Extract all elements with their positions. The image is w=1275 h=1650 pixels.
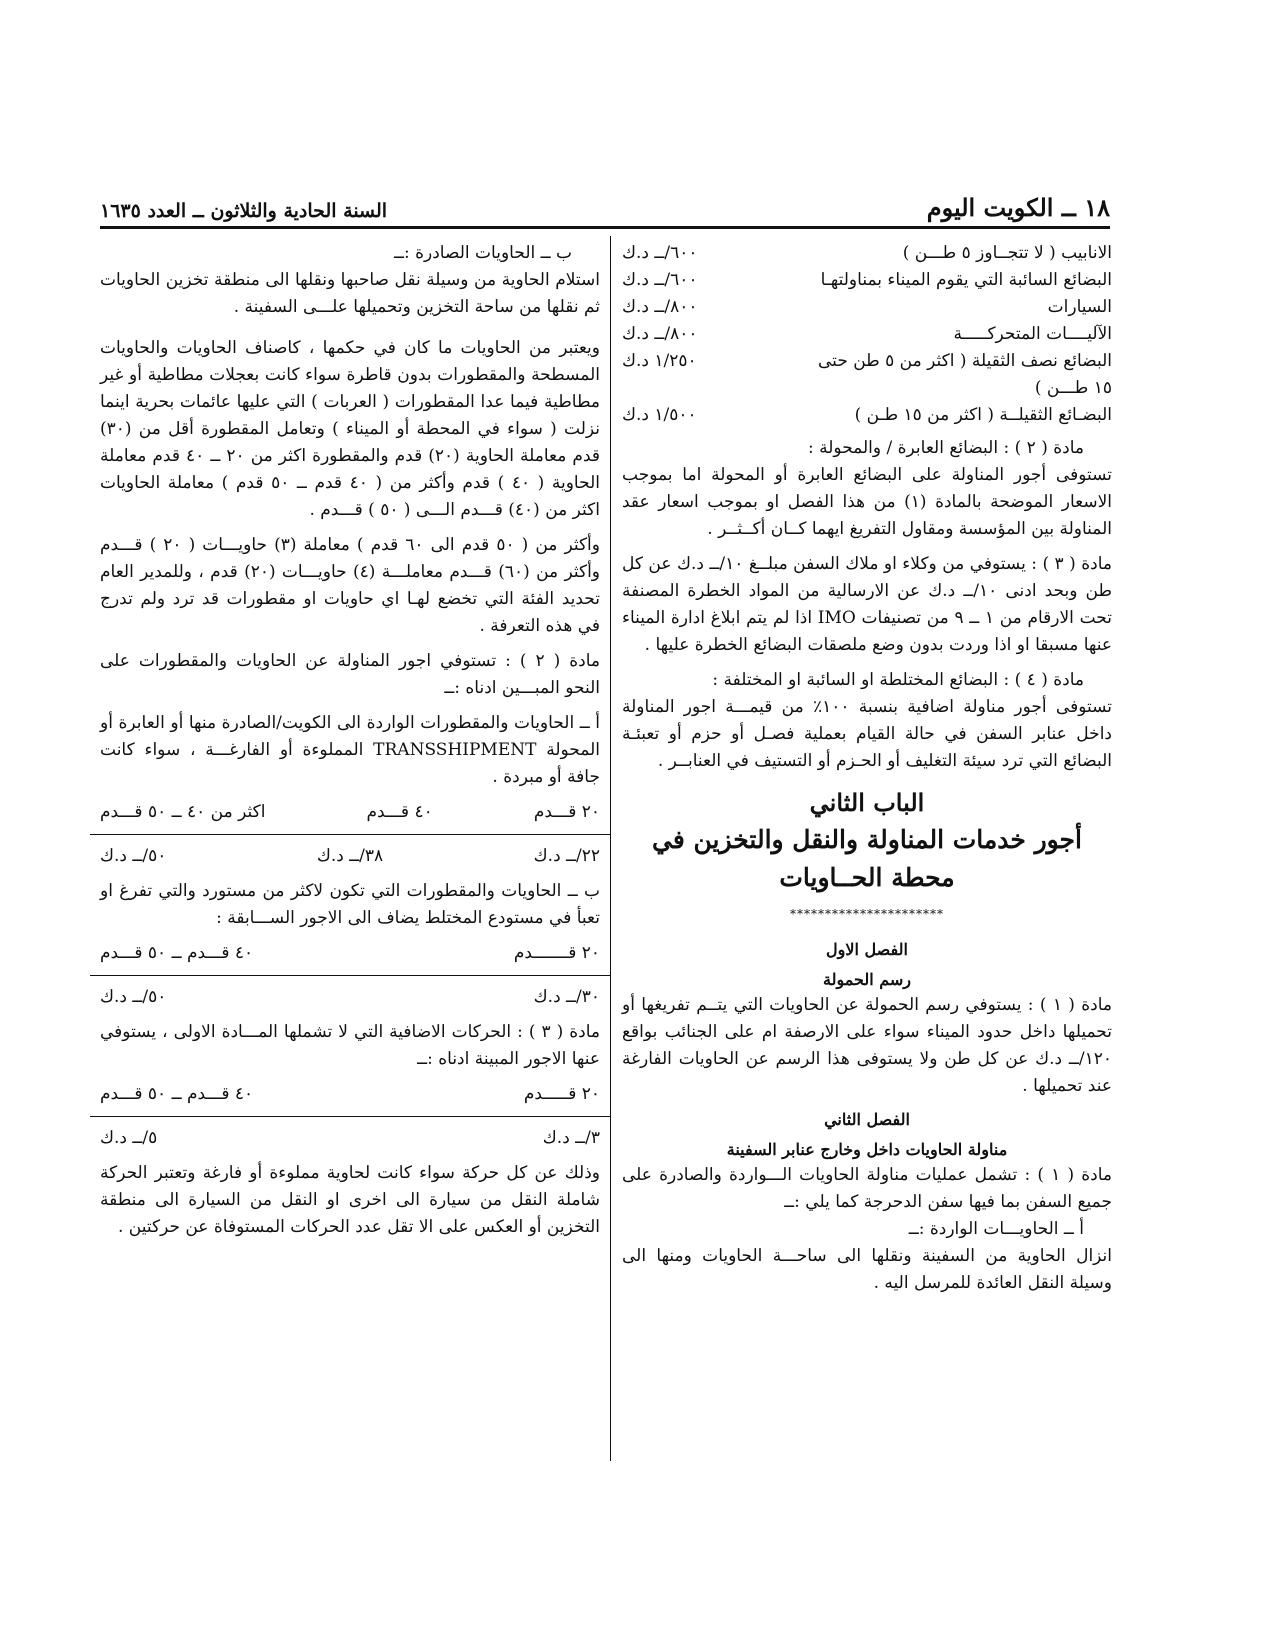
- article-text: ويعتبر من الحاويات ما كان في حكمها ، كاصناف الحاويات والحاويات المسطحة والمقطورات بدون قاطرة سواء كانت بعجلات مطاطية أو غير مطاطية فيما عدا المقطورات ( العربات ) التي عليها عائمات بحرية اينما نزلت ( سواء في المحطة أو الميناء ) وتعامل المقطورة أقل من (٣٠) قدم معاملة الحاوية (٢٠) قدم والمقطورة اكثر من ٢٠ ــ ٤٠ قدم معاملة الحاوية ( ٤٠ ) قدم وأكثر من ( ٤٠ قدم ــ ٥٠ قدم ) معاملة الحاويات اكثر من (٤٠) قـــدم الـــى ( ٥٠ ) قـــدم .: [100, 338, 600, 520]
- article-item: ب ــ الحاويات الصادرة :ــ: [394, 243, 572, 263]
- size-label: اكثر من ٤٠ ــ ٥٠ قـــدم: [100, 802, 266, 822]
- amount-value: ٢٢/ــ د.ك: [533, 846, 600, 866]
- page-title: ١٨ ــ الكويت اليوم: [926, 193, 1110, 222]
- article-text: ب ــ الحاويات والمقطورات التي تكون لاكثر من مستورد والتي تفرغ او تعبأ في مستودع المختلط يضاف الى الاجور الســـابقة :: [100, 881, 600, 928]
- article-text: وذلك عن كل حركة سواء كانت لحاوية مملوءة أو فارغة وتعتبر الحركة شاملة النقل من سيارة الى اخرى او النقل من السيارة الى منطقة التخزين أو العكس على الا تقل عدد الحركات المستوفاة عن حركتين .: [100, 1163, 600, 1237]
- amount-value: ٥/ــ د.ك: [100, 1128, 158, 1148]
- section-subheading: مناولة الحاويات داخل وخارج عنابر السفينة: [726, 1140, 1008, 1159]
- size-header-row: [100, 940, 600, 967]
- article-text: مادة ( ٢ ) : تستوفي اجور المناولة عن الحاويات والمقطورات على النحو المبـــين ادناه :ــ: [100, 651, 601, 698]
- amount-row: [100, 984, 600, 1011]
- amount-value: ٥٠/ــ د.ك: [100, 846, 167, 866]
- article-text: مادة ( ٣ ) : الحركات الاضافية التي لا تشملها المـــادة الاولى ، يستوفي عنها الاجور المبينة ادناه :ــ: [100, 1022, 601, 1069]
- article-text: تستوفى أجور مناولة اضافية بنسبة ١٠٠٪ من قيمـــة اجور المناولة داخل عنابر السفن في حالة القيام بعملية فصـل أو حزم أو تعبئـة البضائع التي ترد سيئة التغليف أو الحـزم أو التستيف في العنابــر .: [622, 697, 1113, 771]
- size-label: ٢٠ قـــــدم: [523, 1084, 600, 1104]
- article-text: تستوفى أجور المناولة على البضائع العابرة أو المحولة اما بموجب الاسعار الموضحة بالمادة (١) من هذا الفصل او بموجب اسعار عقد المناولة بين المؤسسة ومقاول التفريغ ايهما كــان أكــثــر .: [622, 465, 1112, 539]
- rate-row: الانابيب ( لا تتجــاوز ٥ طـــن ) ٦٠٠/ــ د.ك: [622, 243, 1112, 263]
- size-label: ٤٠ قـــدم: [366, 802, 433, 822]
- article-text: مادة ( ١ ) : تشمل عمليات مناولة الحاويات الـــواردة والصادرة على جميع السفن بما فيها سفن الدحرجة كما يلي :ــ: [622, 1165, 1113, 1212]
- article-text: مادة ( ١ ) : يستوفي رسم الحمولة عن الحاويات التي يتــم تفريغها أو تحميلها داخل حدود الميناء سواء على الارصفة ام على الجنائب بواقع ١٢٠/ــ د.ك عن كل طن ولا يستوفى هذا الرسم عن الحاويات الفارغة عند تحميلها .: [622, 995, 1113, 1096]
- right-column: [622, 240, 1112, 1305]
- section-heading: الفصل الاول: [826, 940, 908, 959]
- table-rule: [90, 834, 610, 835]
- table-rule: [90, 975, 610, 976]
- article-text: أ ــ الحاويات والمقطورات الواردة الى الكويت/الصادرة منها أو العابرة أو المحولة TRANSSHIPMENT المملوءة أو الفارغـــة ، سواء كانت جافة أو مبردة .: [100, 713, 600, 787]
- section-subheading: رسم الحمولة: [823, 970, 911, 989]
- rate-row: السيارات ٨٠٠/ــ د.ك: [622, 297, 1112, 317]
- column-divider: [610, 236, 611, 1461]
- amount-value: ٣/ــ د.ك: [542, 1128, 600, 1148]
- amount-row: [100, 843, 600, 870]
- size-label: ٢٠ قـــــــدم: [513, 943, 600, 963]
- article-text: وأكثر من ( ٥٠ قدم الى ٦٠ قدم ) معاملة (٣) حاويـــات ( ٢٠ ) قـــدم وأكثر من (٦٠) قـــدم معاملـــة (٤) حاويـــات (٢٠) قدم ، وللمدير العام تحديد الفئة التي تخضع لهـا اي حاويات او مقطورات قد ترد ولم تدرج في هذه التعرفة .: [100, 535, 600, 636]
- rate-row: البضائع نصف الثقيلة ( اكثر من ٥ طن حتى ١/٢٥٠ د.ك: [622, 351, 1112, 371]
- rate-row: البضـائع الثقيلــة ( اكثر من ١٥ طـن ) ١/٥٠٠ د.ك: [622, 405, 1112, 425]
- article-item: أ ــ الحاويـــات الواردة :ــ: [908, 1219, 1084, 1239]
- rate-row: البضائع السائبة التي يقوم الميناء بمناولتهـا ٦٠٠/ــ د.ك: [622, 270, 1112, 290]
- size-label: ٤٠ قـــدم ــ ٥٠ قـــدم: [100, 1084, 254, 1104]
- article-text: انزال الحاوية من السفينة ونقلها الى ساحـــة الحاويات ومنها الى وسيلة النقل العائدة للمرسل اليه .: [622, 1246, 1112, 1293]
- rate-row: الآليــــات المتحركـــــة ٨٠٠/ــ د.ك: [622, 324, 1112, 344]
- size-header-row: [100, 799, 600, 826]
- size-label: ٤٠ قـــدم ــ ٥٠ قـــدم: [100, 943, 254, 963]
- article-heading: مادة ( ٤ ) : البضائع المختلطة او السائبة او المختلفة :: [712, 670, 1084, 690]
- amount-value: ٣٨/ــ د.ك: [316, 846, 384, 866]
- chapter-heading: الباب الثاني: [809, 788, 925, 817]
- article-text: مادة ( ٣ ) : يستوفي من وكلاء او ملاك السفن مبلــغ ١٠/ــ د.ك عن كل طن وبحد ادنى ١٠/ــ د.ك عن الارسالية من المواد الخطرة المصنفة تحت الارقام من ١ ــ ٩ من تصنيفات IMO اذا لم يتم ابلاغ ادارة الميناء عنها مسبقا او اذا وردت بدون وضع ملصقات البضائع الخطرة عليها .: [622, 554, 1112, 655]
- section-heading: الفصل الثاني: [824, 1110, 910, 1129]
- amount-value: ٣٠/ــ د.ك: [533, 987, 600, 1007]
- size-header-row: [100, 1081, 600, 1108]
- left-column: [100, 240, 600, 1249]
- amount-row: [100, 1125, 600, 1152]
- size-label: ٢٠ قـــدم: [533, 802, 600, 822]
- article-text: استلام الحاوية من وسيلة نقل صاحبها ونقلها الى منطقة تخزين الحاويات ثم نقلها من ساحة التخزين وتحميلها علـــى السفينة .: [100, 270, 600, 317]
- header-rule: [100, 226, 1110, 229]
- rate-continuation: ١٥ طـــن ): [1034, 378, 1112, 398]
- issue-info: السنة الحادية والثلاثون ــ العدد ١٦٣٥: [100, 200, 388, 222]
- article-heading: مادة ( ٢ ) : البضائع العابرة / والمحولة :: [807, 438, 1084, 458]
- page-header: [100, 188, 1110, 222]
- table-rule: [90, 1116, 610, 1117]
- chapter-title: أجور خدمات المناولة والنقل والتخزين في محطة الحــاويات: [652, 825, 1082, 892]
- amount-value: ٥٠/ــ د.ك: [100, 987, 167, 1007]
- ornament-divider: **********************: [790, 907, 944, 921]
